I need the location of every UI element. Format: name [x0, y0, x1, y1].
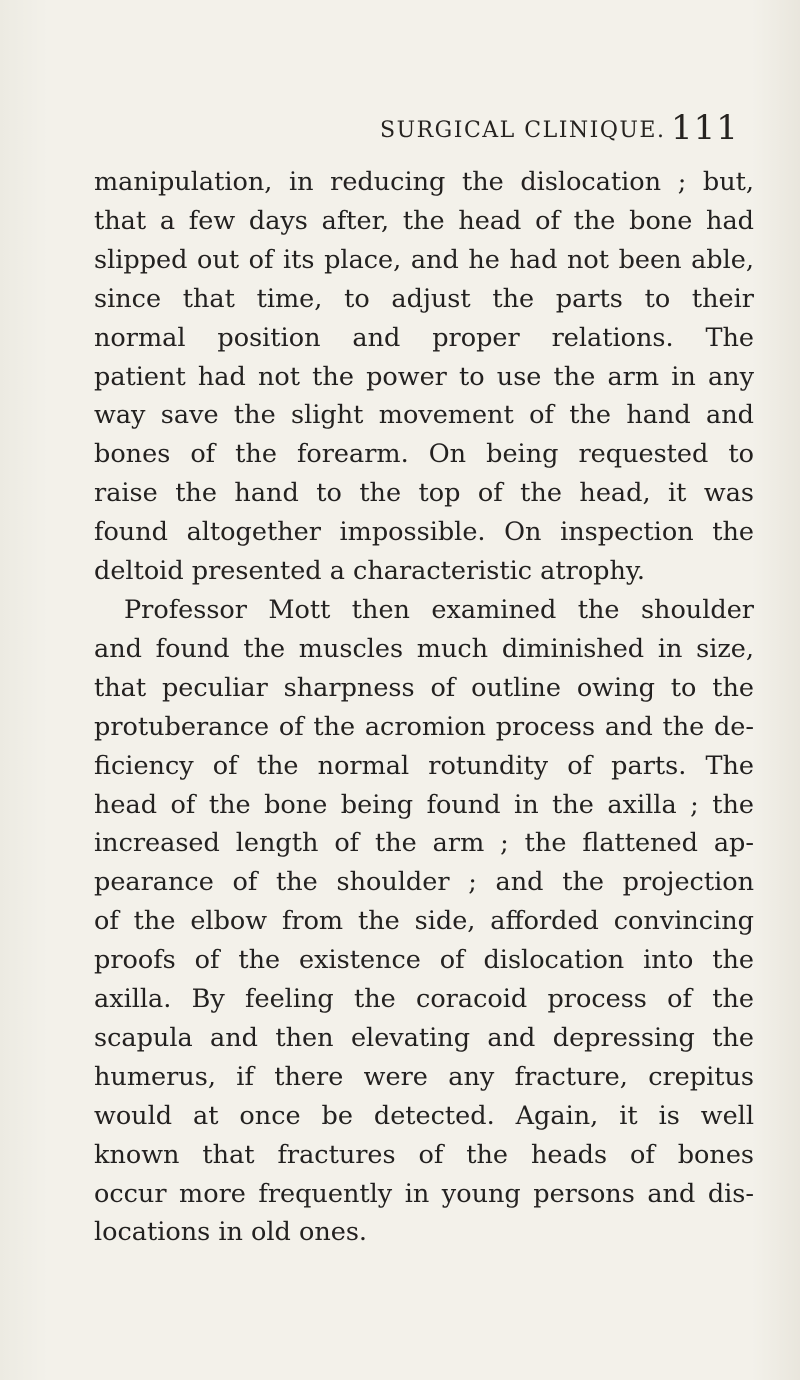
text-line: humerus, if there were any fracture, crepitus	[94, 1061, 754, 1092]
text-line: of the elbow from the side, afforded convincing	[94, 906, 754, 937]
text-line: ficiency of the normal rotundity of parts. The	[94, 750, 754, 781]
text-line: scapula and then elevating and depressing the	[94, 1022, 754, 1053]
text-line: that a few days after, the head of the bone had	[94, 205, 754, 236]
text-line: protuberance of the acromion process and the de-	[94, 711, 754, 742]
text-line: would at once be detected. Again, it is well	[94, 1100, 754, 1131]
text-line: raise the hand to the top of the head, it was	[94, 478, 754, 509]
text-line: occur more frequently in young persons and dis-	[94, 1178, 754, 1209]
text-line: increased length of the arm ; the flattened ap-	[94, 828, 754, 859]
text-line: found altogether impossible. On inspection the	[94, 517, 754, 548]
text-line: locations in old ones.	[94, 1217, 368, 1248]
text-line: pearance of the shoulder ; and the projection	[94, 867, 754, 898]
page-number: 111	[671, 108, 739, 148]
text-line: Professor Mott then examined the shoulder	[124, 594, 754, 625]
text-line: manipulation, in reducing the dislocation ; but,	[94, 167, 754, 197]
text-line: since that time, to adjust the parts to their	[94, 283, 754, 314]
text-line: head of the bone being found in the axilla ; the	[94, 789, 754, 820]
running-head	[0, 108, 800, 152]
text-line: that peculiar sharpness of outline owing to the	[94, 672, 754, 703]
text-line: bones of the forearm. On being requested to	[94, 439, 754, 470]
text-line: patient had not the power to use the arm in any	[94, 361, 754, 392]
text-line: slipped out of its place, and he had not been able,	[94, 244, 754, 275]
text-line: known that fractures of the heads of bones	[94, 1139, 754, 1170]
text-line: proofs of the existence of dislocation into the	[94, 945, 754, 976]
text-line: deltoid presented a characteristic atrophy.	[94, 556, 646, 587]
text-line: way save the slight movement of the hand and	[94, 400, 754, 431]
body-paragraphs	[94, 163, 754, 1252]
text-line: axilla. By feeling the coracoid process of the	[94, 984, 754, 1015]
text-line: normal position and proper relations. The	[94, 322, 754, 353]
running-head-title: SURGICAL CLINIQUE.	[380, 118, 666, 143]
text-line: and found the muscles much diminished in size,	[94, 633, 754, 664]
